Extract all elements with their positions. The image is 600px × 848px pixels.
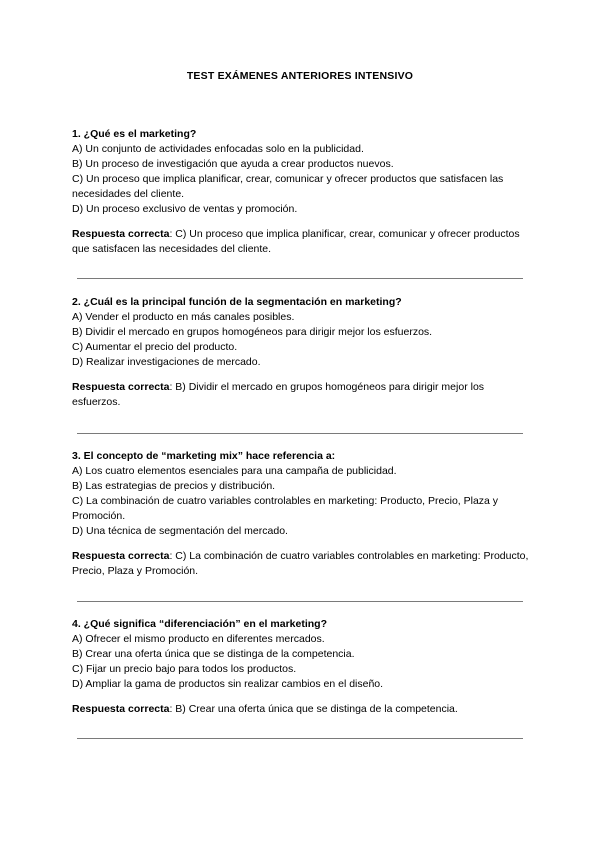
question-1 bbox=[72, 127, 532, 257]
option-c: C) La combinación de cuatro variables controlables en marketing: Producto, Precio, Plaza y Promoción. bbox=[72, 495, 499, 522]
option-d: D) Realizar investigaciones de mercado. bbox=[72, 356, 261, 368]
answer-label: Respuesta correcta bbox=[72, 381, 170, 393]
option-c: C) Fijar un precio bajo para todos los productos. bbox=[72, 663, 297, 675]
answer-text: : C) Un proceso que implica planificar, crear, comunicar y ofrecer productos que satisfacen las necesidades del cliente. bbox=[72, 228, 520, 255]
separator-line bbox=[77, 278, 523, 279]
option-c: C) Aumentar el precio del producto. bbox=[72, 341, 238, 353]
option-b: B) Las estrategias de precios y distribución. bbox=[72, 480, 276, 492]
answer-label: Respuesta correcta bbox=[72, 703, 170, 715]
answer-label: Respuesta correcta bbox=[72, 228, 170, 240]
question-heading: 4. ¿Qué significa “diferenciación” en el marketing? bbox=[72, 618, 327, 630]
document-title: TEST EXÁMENES ANTERIORES INTENSIVO bbox=[186, 70, 414, 82]
question-4 bbox=[72, 617, 532, 717]
answer-text: : B) Crear una oferta única que se distinga de la competencia. bbox=[169, 703, 458, 715]
question-2 bbox=[72, 295, 532, 410]
question-heading: 2. ¿Cuál es la principal función de la segmentación en marketing? bbox=[72, 296, 402, 308]
correct-answer bbox=[72, 380, 532, 410]
answer-text: : C) La combinación de cuatro variables controlables en marketing: Producto, Precio, Plaza y Promoción. bbox=[72, 550, 529, 577]
separator-line bbox=[77, 738, 523, 739]
question-3 bbox=[72, 449, 532, 579]
option-d: D) Una técnica de segmentación del mercado. bbox=[72, 525, 288, 537]
answer-text: : B) Dividir el mercado en grupos homogéneos para dirigir mejor los esfuerzos. bbox=[72, 381, 485, 408]
option-c: C) Un proceso que implica planificar, crear, comunicar y ofrecer productos que satisfacen las necesidades del cliente. bbox=[72, 173, 504, 200]
separator-line bbox=[77, 601, 523, 602]
option-b: B) Dividir el mercado en grupos homogéneos para dirigir mejor los esfuerzos. bbox=[72, 326, 433, 338]
option-a: A) Ofrecer el mismo producto en diferentes mercados. bbox=[72, 633, 325, 645]
correct-answer bbox=[72, 702, 532, 717]
question-heading: 1. ¿Qué es el marketing? bbox=[72, 128, 197, 140]
option-a: A) Vender el producto en más canales posibles. bbox=[72, 311, 295, 323]
option-a: A) Un conjunto de actividades enfocadas solo en la publicidad. bbox=[72, 143, 364, 155]
answer-label: Respuesta correcta bbox=[72, 550, 170, 562]
question-heading: 3. El concepto de “marketing mix” hace referencia a: bbox=[72, 450, 336, 462]
correct-answer bbox=[72, 227, 532, 257]
option-d: D) Un proceso exclusivo de ventas y promoción. bbox=[72, 203, 298, 215]
option-d: D) Ampliar la gama de productos sin realizar cambios en el diseño. bbox=[72, 678, 384, 690]
correct-answer bbox=[72, 549, 532, 579]
separator-line bbox=[77, 433, 523, 434]
option-a: A) Los cuatro elementos esenciales para una campaña de publicidad. bbox=[72, 465, 397, 477]
option-b: B) Crear una oferta única que se distinga de la competencia. bbox=[72, 648, 355, 660]
option-b: B) Un proceso de investigación que ayuda a crear productos nuevos. bbox=[72, 158, 394, 170]
